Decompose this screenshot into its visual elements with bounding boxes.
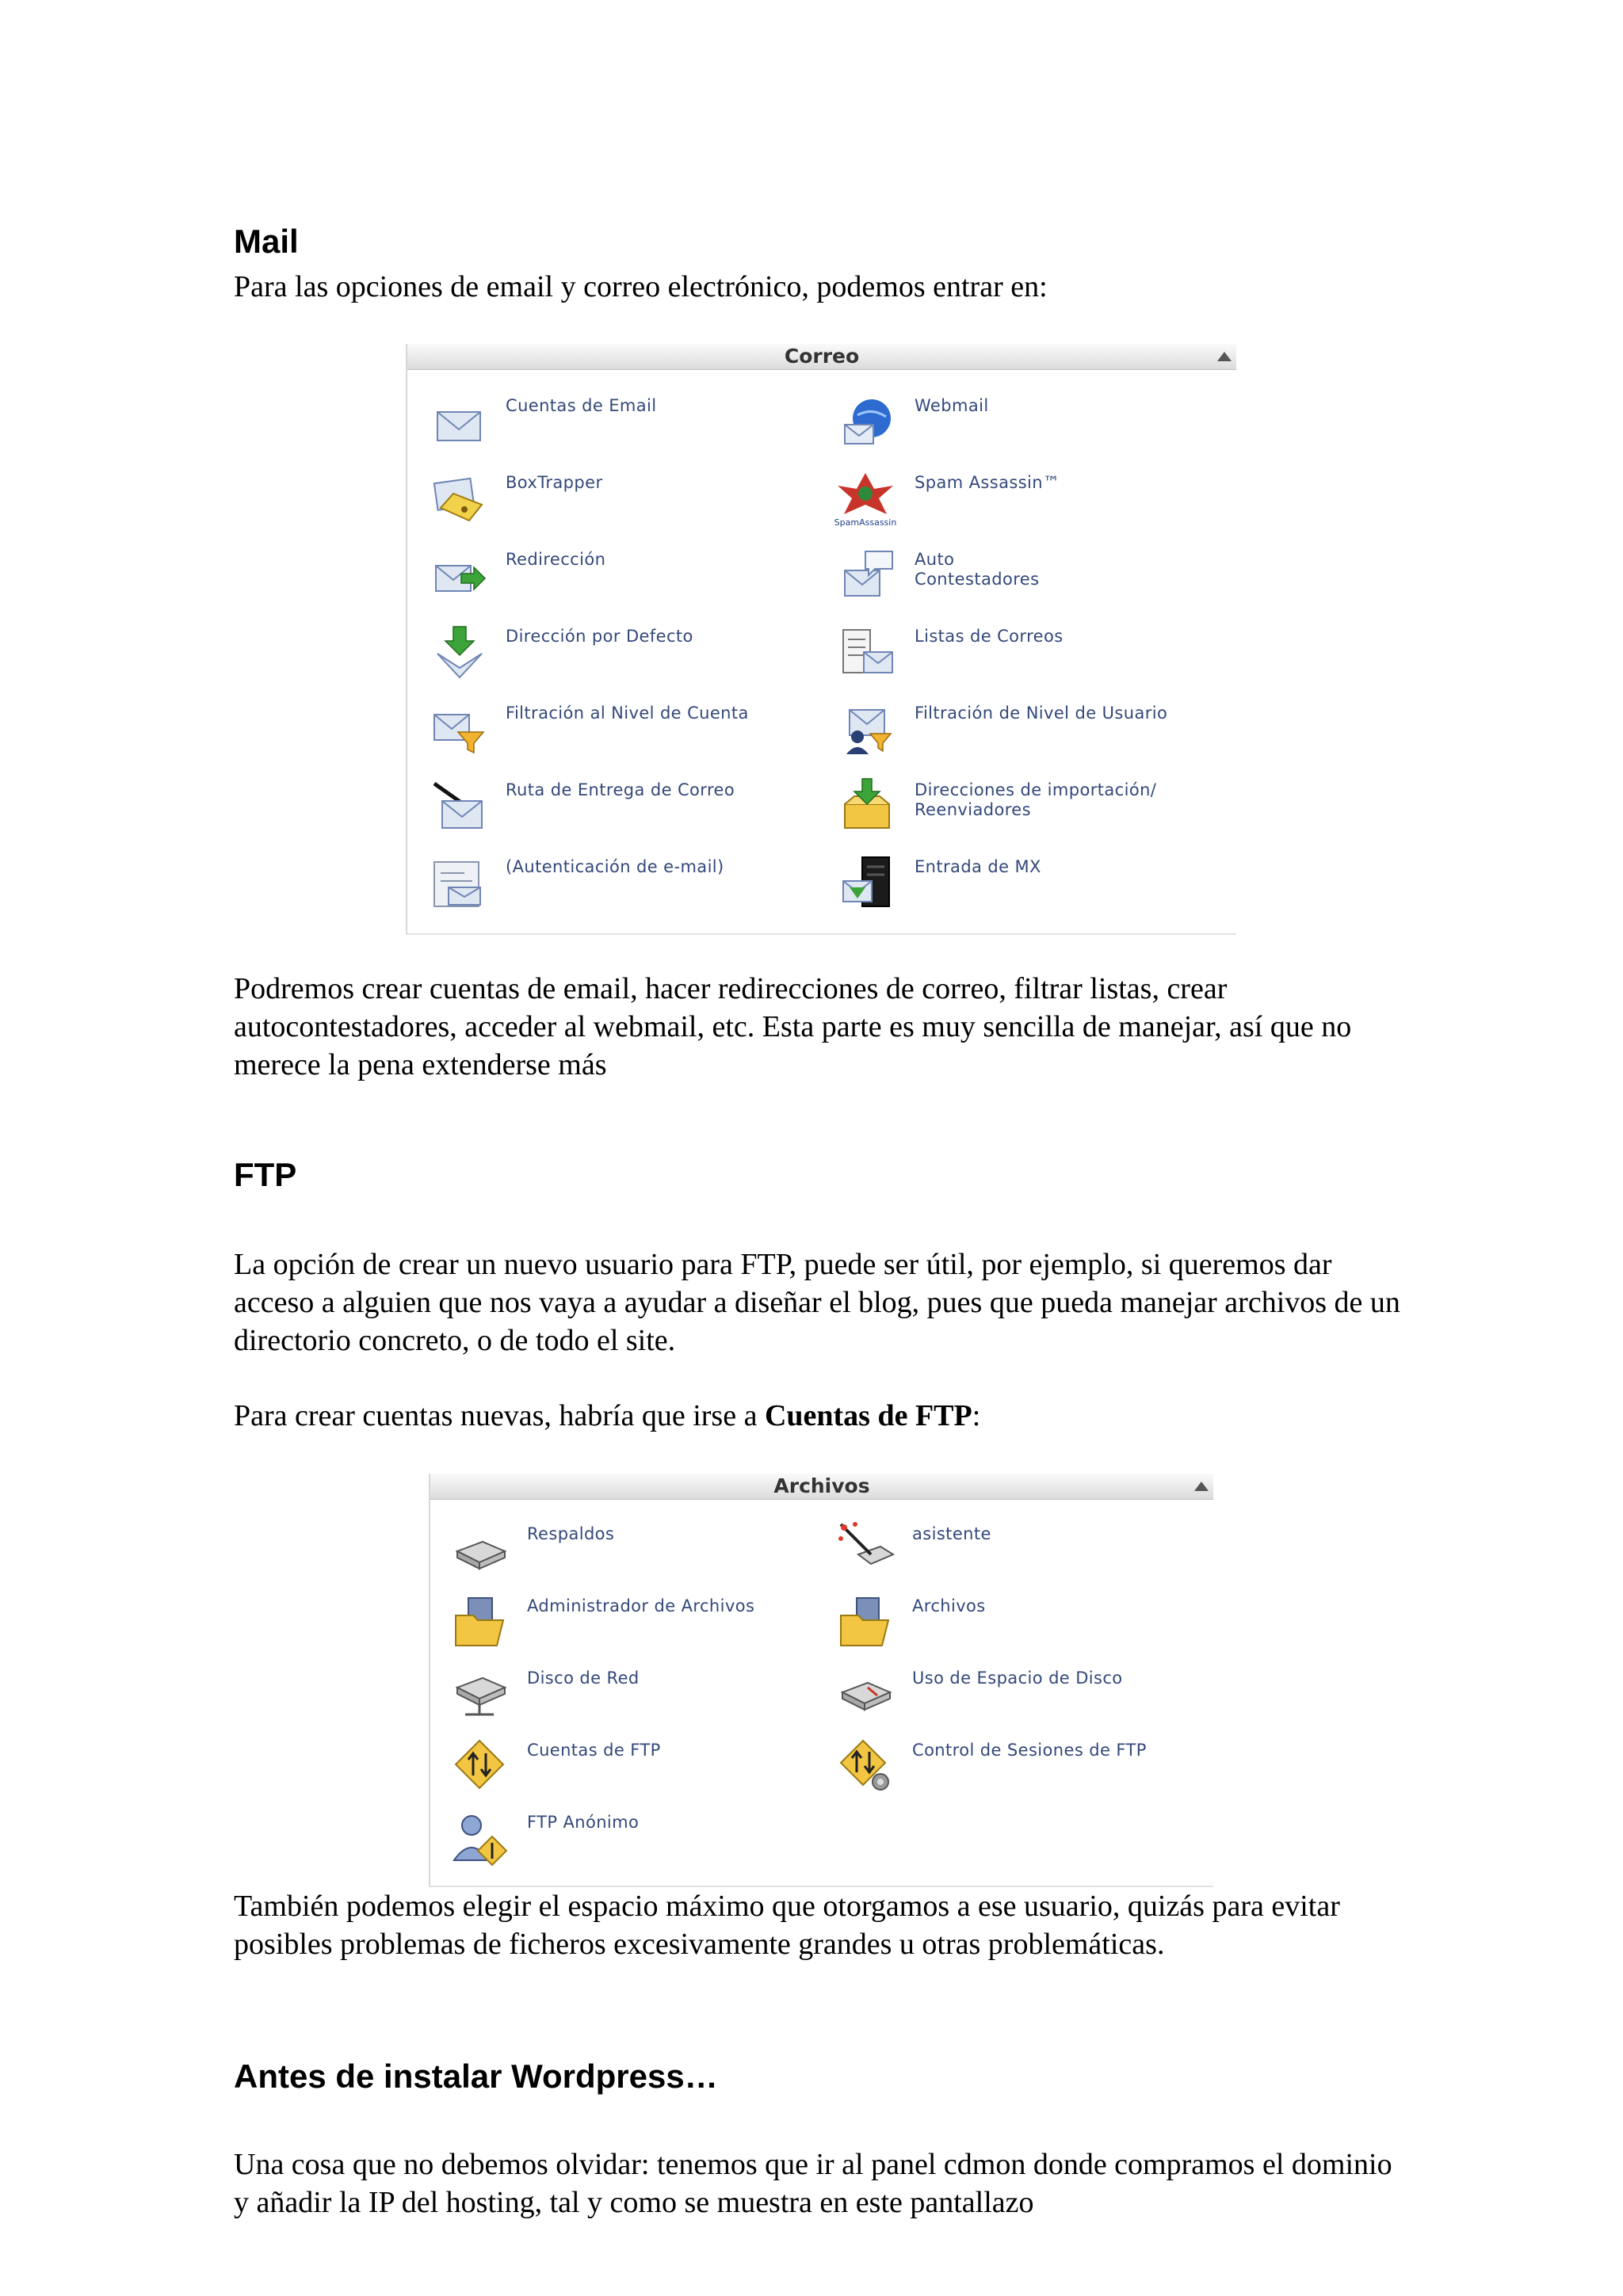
network-disk-icon — [451, 1664, 510, 1722]
item-label: Listas de Correos — [915, 627, 1064, 646]
archivos-panel — [429, 1474, 1213, 1887]
correo-panel-title: Correo — [784, 345, 860, 368]
email-auth-icon — [430, 852, 488, 911]
item-label: Control de Sesiones de FTP — [912, 1741, 1147, 1760]
boxtrapper-icon — [430, 468, 488, 527]
item-label: Filtración de Nivel de Usuario — [915, 704, 1168, 723]
item-label: BoxTrapper — [506, 473, 603, 492]
envelope-icon — [430, 391, 488, 450]
folder-icon — [836, 1592, 895, 1650]
mail-summary: Podremos crear cuentas de email, hacer redirecciones de correo, filtrar listas, crear autocontestadores, acceder al webmail, etc. Esta parte es muy sencilla de manejar, así que no merece la pena extenderse más — [234, 972, 1352, 1081]
wordpress-paragraph: Una cosa que no debemos olvidar: tenemos que ir al panel cdmon donde compramos el dominio y añadir la IP del hosting, tal y como se muestra en este pantallazo — [234, 2148, 1392, 2219]
default-address-icon — [430, 622, 488, 681]
item-label: FTP Anónimo — [527, 1813, 640, 1832]
item-label: Administrador de Archivos — [527, 1596, 755, 1615]
archivos-panel-header[interactable] — [430, 1474, 1213, 1500]
wizard-icon — [836, 1520, 895, 1578]
archivos-panel-title: Archivos — [773, 1474, 870, 1497]
item-label: Auto Contestadores — [915, 550, 1040, 589]
item-label: Respaldos — [527, 1524, 615, 1543]
ftp-accounts-icon — [451, 1736, 510, 1794]
file-manager-folder-icon — [451, 1592, 510, 1650]
user-filter-icon — [838, 699, 897, 757]
correo-panel — [406, 344, 1236, 935]
mail-route-icon — [430, 776, 488, 834]
wordpress-heading: Antes de instalar Wordpress… — [234, 2058, 718, 2095]
mailing-list-icon — [838, 622, 897, 681]
item-label: Disco de Red — [527, 1669, 640, 1688]
spam-assassin-icon — [827, 468, 903, 527]
item-label: Uso de Espacio de Disco — [912, 1669, 1123, 1688]
ftp-create-accounts — [234, 1397, 1407, 1435]
ftp-heading: FTP — [234, 1156, 297, 1193]
item-label: (Autenticación de e-mail) — [506, 857, 724, 876]
item-label: Cuentas de FTP — [527, 1741, 661, 1760]
disk-usage-icon — [836, 1664, 895, 1722]
ftp-sessions-icon — [836, 1736, 895, 1794]
item-label: Webmail — [915, 396, 989, 415]
item-label: Filtración al Nivel de Cuenta — [506, 704, 749, 723]
account-filter-icon — [430, 699, 488, 757]
backup-disk-icon — [451, 1520, 510, 1578]
mail-intro: Para las opciones de email y correo electrónico, podemos entrar en: — [234, 270, 1048, 303]
ftp-accounts-bold: Cuentas de FTP — [764, 1399, 972, 1432]
ftp-paragraph: La opción de crear un nuevo usuario para FTP, puede ser útil, por ejemplo, si queremos dar acceso a alguien que nos vaya a ayudar a diseñar el blog, pues que pueda manejar archivos de un directorio concreto, o de todo el site. — [234, 1248, 1400, 1357]
item-label: Direcciones de importación/ Reenviadores — [915, 780, 1157, 819]
item-label: Dirección por Defecto — [506, 627, 693, 646]
mail-heading: Mail — [234, 223, 299, 260]
correo-panel-header[interactable] — [407, 344, 1236, 370]
spam-logo-text: SpamAssassin — [834, 517, 897, 527]
ftp-create-suffix: : — [972, 1399, 981, 1432]
item-label: asistente — [912, 1524, 991, 1543]
item-label: Ruta de Entrega de Correo — [506, 780, 735, 799]
autoresponder-icon — [838, 545, 897, 604]
mx-entry-icon — [838, 852, 897, 911]
item-label: Entrada de MX — [915, 857, 1041, 876]
anonymous-ftp-icon — [451, 1808, 510, 1867]
ftp-create-prefix: Para crear cuentas nuevas, habría que irse a — [234, 1399, 765, 1432]
collapse-arrow-icon[interactable] — [1194, 1482, 1209, 1491]
item-label: Redirección — [506, 550, 606, 569]
ftp-after-text: También podemos elegir el espacio máximo que otorgamos a ese usuario, quizás para evitar posibles problemas de ficheros excesivamente grandes u otras problemáticas. — [234, 1890, 1340, 1961]
webmail-globe-icon — [838, 391, 897, 450]
import-addresses-icon — [838, 776, 897, 834]
redirect-icon — [430, 545, 488, 604]
item-label: Spam Assassin™ — [915, 473, 1060, 492]
collapse-arrow-icon[interactable] — [1217, 352, 1232, 361]
item-label: Cuentas de Email — [506, 396, 657, 415]
item-label: Archivos — [912, 1596, 986, 1615]
